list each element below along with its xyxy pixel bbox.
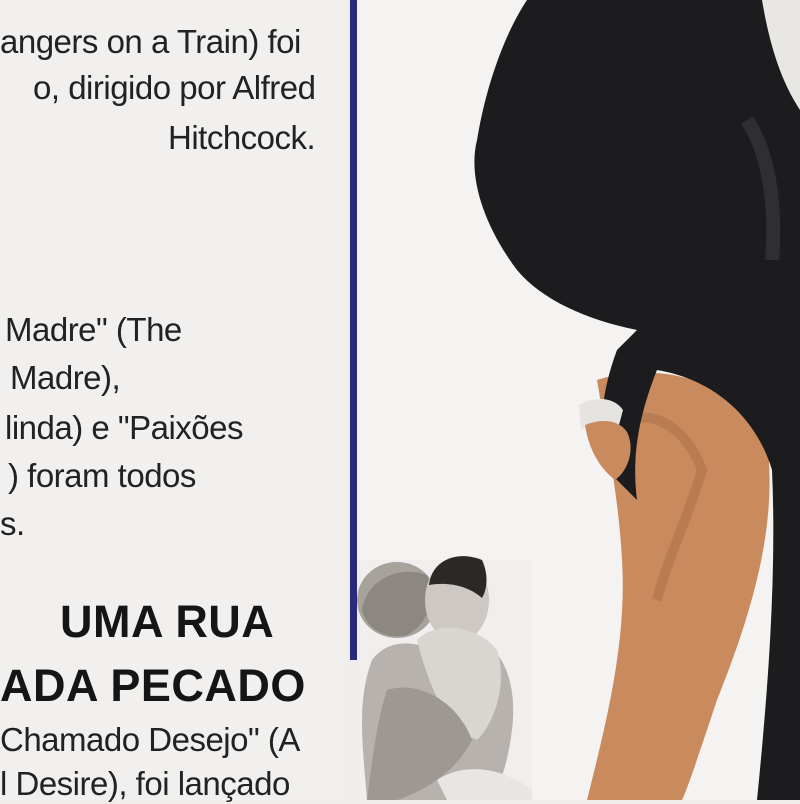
para2-line-5: s. [0,505,25,542]
column-divider [350,0,357,660]
article-text-column [0,0,345,800]
photo-area [357,0,800,800]
para2-line-3: linda) e "Paixões [5,409,244,446]
section-heading-line-1: UMA RUA [60,596,275,647]
para2-line-4: ) foram todos [8,457,196,494]
para3-line-1: Chamado Desejo" (A [0,721,300,758]
para2-line-2: Madre), [10,359,121,396]
couple-photo [357,556,532,800]
para1-line-1: angers on a Train) foi [0,23,301,60]
para1-line-3: Hitchcock. [168,119,316,156]
section-heading-line-2: ADA PECADO [0,660,306,711]
para3-line-2: l Desire), foi lançado [0,765,290,802]
film-still-illustration [357,0,800,800]
para1-line-2: o, dirigido por Alfred [33,69,316,106]
para2-line-1: Madre" (The [5,311,182,348]
